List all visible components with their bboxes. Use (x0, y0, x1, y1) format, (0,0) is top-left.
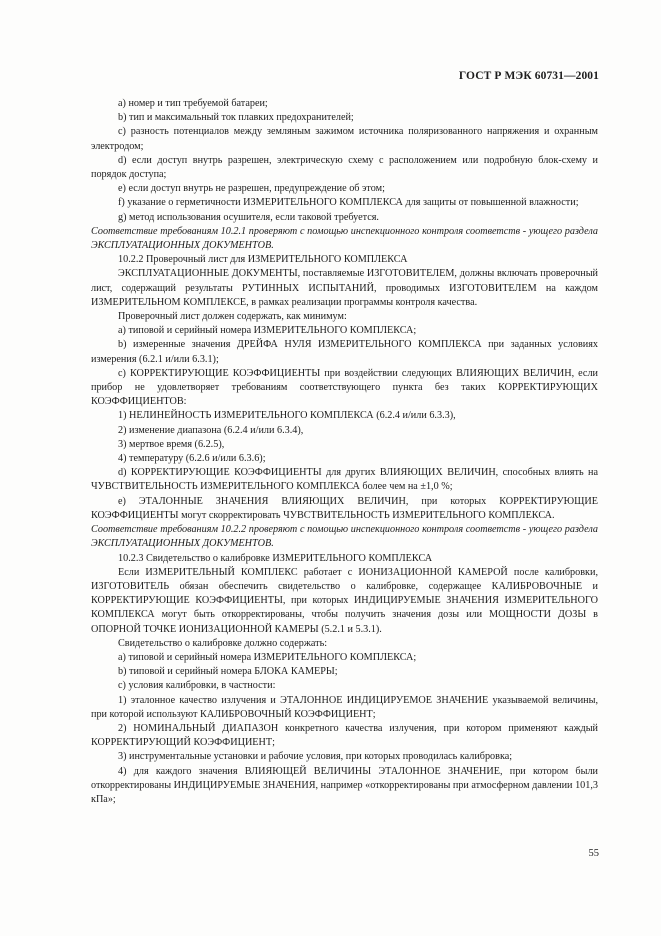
list-item-b-fuses: b) тип и максимальный ток плавких предохранителей; (118, 112, 354, 124)
list-item-d-other: d) КОРРЕКТИРУЮЩИЕ КОЭФФИЦИЕНТЫ для других ВЛИЯЮЩИХ ВЕЛИЧИН, способных влиять на ЧУВСТВИТЕЛЬНОСТЬ ИЗМЕРИТЕЛЬНОГО КОМПЛЕКСА более чем на ±1,0 %; (91, 467, 598, 493)
list-item-c-conditions: c) условия калибровки, в частности: (118, 680, 276, 692)
paragraph-checklist-intro: ЭКСПЛУАТАЦИОННЫЕ ДОКУМЕНТЫ, поставляемые ИЗГОТОВИТЕЛЕМ, должны включать проверочный лист, содержащий результаты РУТИННЫХ ИСПЫТАНИЙ, проводимых ИЗГОТОВИТЕЛЕМ на каждом ИЗМЕРИТЕЛЬНОМ КОМПЛЕКСЕ, в рамках реализации программы контроля качества. (91, 268, 598, 308)
document-body (91, 97, 598, 807)
compliance-note-10-2-1: Соответствие требованиям 10.2.1 проверяют с помощью инспекционного контроля соответств - ующего раздела ЭКСПЛУАТАЦИОННЫХ ДОКУМЕНТОВ. (91, 225, 598, 252)
list-item-a-serial: a) типовой и серийный номера ИЗМЕРИТЕЛЬНОГО КОМПЛЕКСА; (118, 325, 417, 337)
list-item-g-desiccant: g) метод использования осушителя, если таковой требуется. (118, 211, 379, 223)
sublist-item-cal-4: 4) для каждого значения ВЛИЯЮЩЕЙ ВЕЛИЧИНЫ ЭТАЛОННОЕ ЗНАЧЕНИЕ, при котором были откорректированы ИНДИЦИРУЕМЫЕ ЗНАЧЕНИЯ, например «откорректированы при атмосферном давлении 101,3 кПа»; (91, 765, 598, 805)
sublist-item-cal-3: 3) инструментальные установки и рабочие условия, при которых проводилась калибровка; (118, 751, 513, 763)
sublist-item-1: 1) НЕЛИНЕЙНОСТЬ ИЗМЕРИТЕЛЬНОГО КОМПЛЕКСА (6.2.4 и/или 6.3.3), (118, 410, 456, 422)
compliance-note-10-2-2: Соответствие требованиям 10.2.2 проверяют с помощью инспекционного контроля соответств - ующего раздела ЭКСПЛУАТАЦИОННЫХ ДОКУМЕНТОВ. (91, 524, 598, 550)
page-number: 55 (588, 848, 599, 859)
list-item-f-sealing: f) указание о герметичности ИЗМЕРИТЕЛЬНОГО КОМПЛЕКСА для защиты от повышенной влажности; (118, 197, 579, 209)
paragraph-calibration-intro: Если ИЗМЕРИТЕЛЬНЫЙ КОМПЛЕКС работает с ИОНИЗАЦИОННОЙ КАМЕРОЙ после калибровки, ИЗГОТОВИТЕЛЬ обязан обеспечить свидетельство о калибровке, содержащее КАЛИБРОВОЧНЫЕ и КОРРЕКТИРУЮЩИЕ КОЭФФИЦИЕНТЫ, при которых ИНДИЦИРУЕМЫЕ ЗНАЧЕНИЯ ИЗМЕРИТЕЛЬНОГО КОМПЛЕКСА могут быть откорректированы, чтобы получить значения дозы или МОЩНОСТИ ДОЗЫ в ОПОРНОЙ ТОЧКЕ ИОНИЗАЦИОННОЙ КАМЕРЫ (5.2.1 и 5.3.1). (91, 566, 598, 635)
list-item-c-potential: c) разность потенциалов между земляным зажимом источника поляризованного напряжения и охранным электродом; (91, 126, 598, 152)
paragraph-checklist-min: Проверочный лист должен содержать, как минимум: (118, 311, 347, 323)
section-heading-10-2-3: 10.2.3 Свидетельство о калибровке ИЗМЕРИТЕЛЬНОГО КОМПЛЕКСА (118, 552, 433, 564)
sublist-item-cal-2: 2) НОМИНАЛЬНЫЙ ДИАПАЗОН конкретного качества излучения, при котором применяют каждый КОРРЕКТИРУЮЩИЙ КОЭФФИЦИЕНТ; (91, 722, 598, 749)
sublist-item-cal-1: 1) эталонное качество излучения и ЭТАЛОННОЕ ИНДИЦИРУЕМОЕ ЗНАЧЕНИЕ указываемой величины, при которой используют КАЛИБРОВОЧНЫЙ КОЭФФИЦИЕНТ; (91, 694, 598, 720)
list-item-b-chamber: b) типовой и серийный номера БЛОКА КАМЕРЫ; (118, 666, 338, 678)
standard-header: ГОСТ Р МЭК 60731—2001 (458, 70, 599, 82)
list-item-d-access: d) если доступ внутрь разрешен, электрическую схему с расположением или подробную блок-схему и порядок доступа; (91, 154, 598, 181)
paragraph-calibration-content: Свидетельство о калибровке должно содержать: (118, 637, 328, 649)
sublist-item-4: 4) температуру (6.2.6 и/или 6.3.6); (118, 453, 266, 465)
list-item-e-warning: e) если доступ внутрь не разрешен, предупреждение об этом; (118, 183, 385, 195)
list-item-b-zero-drift: b) измеренные значения ДРЕЙФА НУЛЯ ИЗМЕРИТЕЛЬНОГО КОМПЛЕКСА при заданных условиях измерения (6.2.1 и/или 6.3.1); (91, 339, 598, 365)
list-item-e-reference: e) ЭТАЛОННЫЕ ЗНАЧЕНИЯ ВЛИЯЮЩИХ ВЕЛИЧИН, при которых КОРРЕКТИРУЮЩИЕ КОЭФФИЦИЕНТЫ могут скорректировать ЧУВСТВИТЕЛЬНОСТЬ ИЗМЕРИТЕЛЬНОГО КОМПЛЕКСА. (91, 495, 598, 521)
sublist-item-3: 3) мертвое время (6.2.5), (118, 438, 225, 450)
sublist-item-2: 2) изменение диапазона (6.2.4 и/или 6.3.4), (118, 424, 304, 436)
list-item-a-serial-2: a) типовой и серийный номера ИЗМЕРИТЕЛЬНОГО КОМПЛЕКСА; (118, 651, 417, 663)
list-item-a-battery: a) номер и тип требуемой батареи; (118, 98, 268, 109)
list-item-c-correction: c) КОРРЕКТИРУЮЩИЕ КОЭФФИЦИЕНТЫ при воздействии следующих ВЛИЯЮЩИХ ВЕЛИЧИН, если прибор не удовлетворяет требованиям соответствующего пункта без таких КОРРЕКТИРУЮЩИХ КОЭФФИЦИЕНТОВ: (91, 367, 598, 408)
section-heading-10-2-2: 10.2.2 Проверочный лист для ИЗМЕРИТЕЛЬНОГО КОМПЛЕКСА (118, 254, 408, 266)
